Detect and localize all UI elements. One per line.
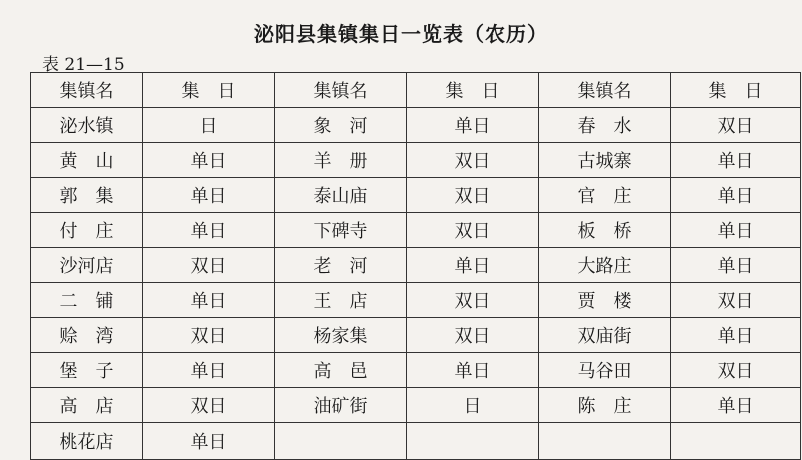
- town-name-cell: 付 庄: [31, 213, 143, 248]
- market-day-cell: 单日: [143, 423, 275, 460]
- town-name-cell: [539, 423, 671, 460]
- market-day-cell: 双日: [407, 283, 539, 318]
- town-name-cell: 马谷田: [539, 353, 671, 388]
- table-row: [31, 178, 801, 213]
- page-title: 泌阳县集镇集日一览表（农历）: [254, 22, 548, 46]
- town-name-cell: 郭 集: [31, 178, 143, 213]
- market-day-cell: 日: [407, 388, 539, 423]
- header-market-day: 集 日: [143, 73, 275, 108]
- market-day-cell: 双日: [407, 178, 539, 213]
- town-name-cell: 桃花店: [31, 423, 143, 460]
- market-day-cell: 日: [143, 108, 275, 143]
- town-name-cell: 高 店: [31, 388, 143, 423]
- town-name-cell: 大路庄: [539, 248, 671, 283]
- town-name-cell: 高 邑: [275, 353, 407, 388]
- market-day-cell: 单日: [671, 318, 801, 353]
- market-day-cell: [407, 423, 539, 460]
- town-name-cell: 二 铺: [31, 283, 143, 318]
- table-row: [31, 108, 801, 143]
- town-name-cell: 双庙街: [539, 318, 671, 353]
- market-day-cell: 单日: [671, 213, 801, 248]
- market-day-cell: 单日: [407, 248, 539, 283]
- town-name-cell: 黄 山: [31, 143, 143, 178]
- table-row: [31, 143, 801, 178]
- market-day-table: [30, 72, 801, 460]
- header-town-name: 集镇名: [539, 73, 671, 108]
- market-day-cell: 单日: [143, 178, 275, 213]
- market-day-cell: 双日: [407, 143, 539, 178]
- town-name-cell: 油矿街: [275, 388, 407, 423]
- town-name-cell: 杨家集: [275, 318, 407, 353]
- market-day-cell: 单日: [671, 143, 801, 178]
- market-day-cell: 双日: [671, 353, 801, 388]
- market-day-cell: 双日: [671, 283, 801, 318]
- town-name-cell: 王 店: [275, 283, 407, 318]
- table-row: [31, 318, 801, 353]
- header-town-name: 集镇名: [31, 73, 143, 108]
- header-market-day: 集 日: [407, 73, 539, 108]
- town-name-cell: 赊 湾: [31, 318, 143, 353]
- table-row: [31, 213, 801, 248]
- market-day-cell: 单日: [143, 353, 275, 388]
- market-day-cell: 单日: [143, 143, 275, 178]
- table-row: [31, 423, 801, 460]
- town-name-cell: [275, 423, 407, 460]
- header-market-day: 集 日: [671, 73, 801, 108]
- table-number: 表 21—15: [42, 55, 125, 75]
- town-name-cell: 羊 册: [275, 143, 407, 178]
- market-day-cell: 单日: [143, 283, 275, 318]
- town-name-cell: 板 桥: [539, 213, 671, 248]
- town-name-cell: 官 庄: [539, 178, 671, 213]
- town-name-cell: 沙河店: [31, 248, 143, 283]
- table-header-row: [31, 73, 801, 108]
- market-day-cell: 双日: [407, 213, 539, 248]
- town-name-cell: 泌水镇: [31, 108, 143, 143]
- town-name-cell: 春 水: [539, 108, 671, 143]
- town-name-cell: 陈 庄: [539, 388, 671, 423]
- market-day-cell: 单日: [671, 248, 801, 283]
- table-row: [31, 283, 801, 318]
- town-name-cell: 象 河: [275, 108, 407, 143]
- town-name-cell: 下碑寺: [275, 213, 407, 248]
- market-day-cell: [671, 423, 801, 460]
- market-day-cell: 双日: [671, 108, 801, 143]
- table-row: [31, 388, 801, 423]
- market-day-cell: 双日: [143, 318, 275, 353]
- market-day-cell: 单日: [671, 178, 801, 213]
- header-town-name: 集镇名: [275, 73, 407, 108]
- town-name-cell: 古城寨: [539, 143, 671, 178]
- market-day-cell: 单日: [407, 108, 539, 143]
- town-name-cell: 贾 楼: [539, 283, 671, 318]
- town-name-cell: 堡 子: [31, 353, 143, 388]
- table-row: [31, 248, 801, 283]
- market-day-cell: 双日: [143, 248, 275, 283]
- town-name-cell: 泰山庙: [275, 178, 407, 213]
- table-row: [31, 353, 801, 388]
- market-day-cell: 单日: [671, 388, 801, 423]
- market-day-cell: 双日: [143, 388, 275, 423]
- town-name-cell: 老 河: [275, 248, 407, 283]
- market-day-cell: 单日: [407, 353, 539, 388]
- market-day-cell: 单日: [143, 213, 275, 248]
- market-day-cell: 双日: [407, 318, 539, 353]
